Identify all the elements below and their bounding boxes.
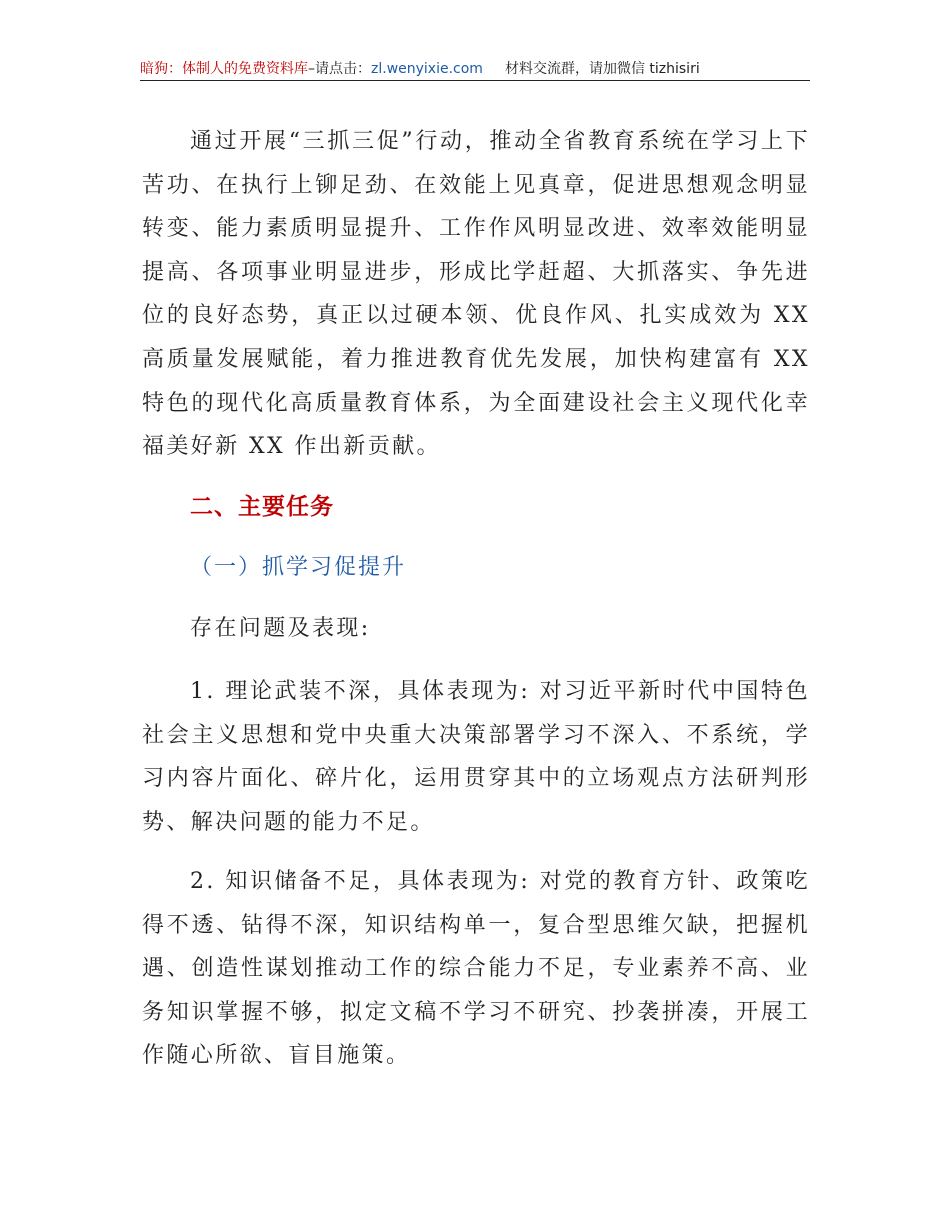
page-header xyxy=(140,58,810,80)
header-brand: 暗狗：体制人的免费资料库 xyxy=(140,61,308,77)
header-contact: 材料交流群，请加微信 tizhisiri xyxy=(504,61,700,77)
intro-paragraph: 通过开展“三抓三促”行动，推动全省教育系统在学习上下苦功、在执行上铆足劲、在效能上见真章，促进思想观念明显转变、能力素质明显提升、工作作风明显改进、效率效能明显提高、各项事业明显进步，形成比学赶超、大抓落实、争先进位的良好态势，真正以过硬本领、优良作风、扎实成效为 XX 高质量发展赋能，着力推进教育优先发展，加快构建富有 XX 特色的现代化高质量教育体系，为全面建设社会主义现代化幸福美好新 XX 作出新贡献。 xyxy=(142,129,810,460)
header-link[interactable]: zl.wenyixie.com xyxy=(371,61,483,77)
problems-label: 存在问题及表现: xyxy=(190,616,371,641)
problem-item-1: 1. 理论武装不深，具体表现为: 对习近平新时代中国特色社会主义思想和党中央重大决策部署学习不深入、不系统，学习内容片面化、碎片化，运用贯穿其中的立场观点方法研判形势、解决问题的能力不足。 xyxy=(142,679,810,835)
problem-item-2: 2. 知识储备不足，具体表现为: 对党的教育方针、政策吃得不透、钻得不深，知识结构单一，复合型思维欠缺，把握机遇、创造性谋划推动工作的综合能力不足，专业素养不高、业务知识掌握不够，拟定文稿不学习不研究、抄袭拼凑，开展工作随心所欲、盲目施策。 xyxy=(142,869,810,1069)
subsection-heading: （一）抓学习促提升 xyxy=(190,555,407,580)
header-divider xyxy=(140,80,810,81)
header-prompt: –请点击： xyxy=(308,61,371,77)
section-heading: 二、主要任务 xyxy=(190,494,334,520)
